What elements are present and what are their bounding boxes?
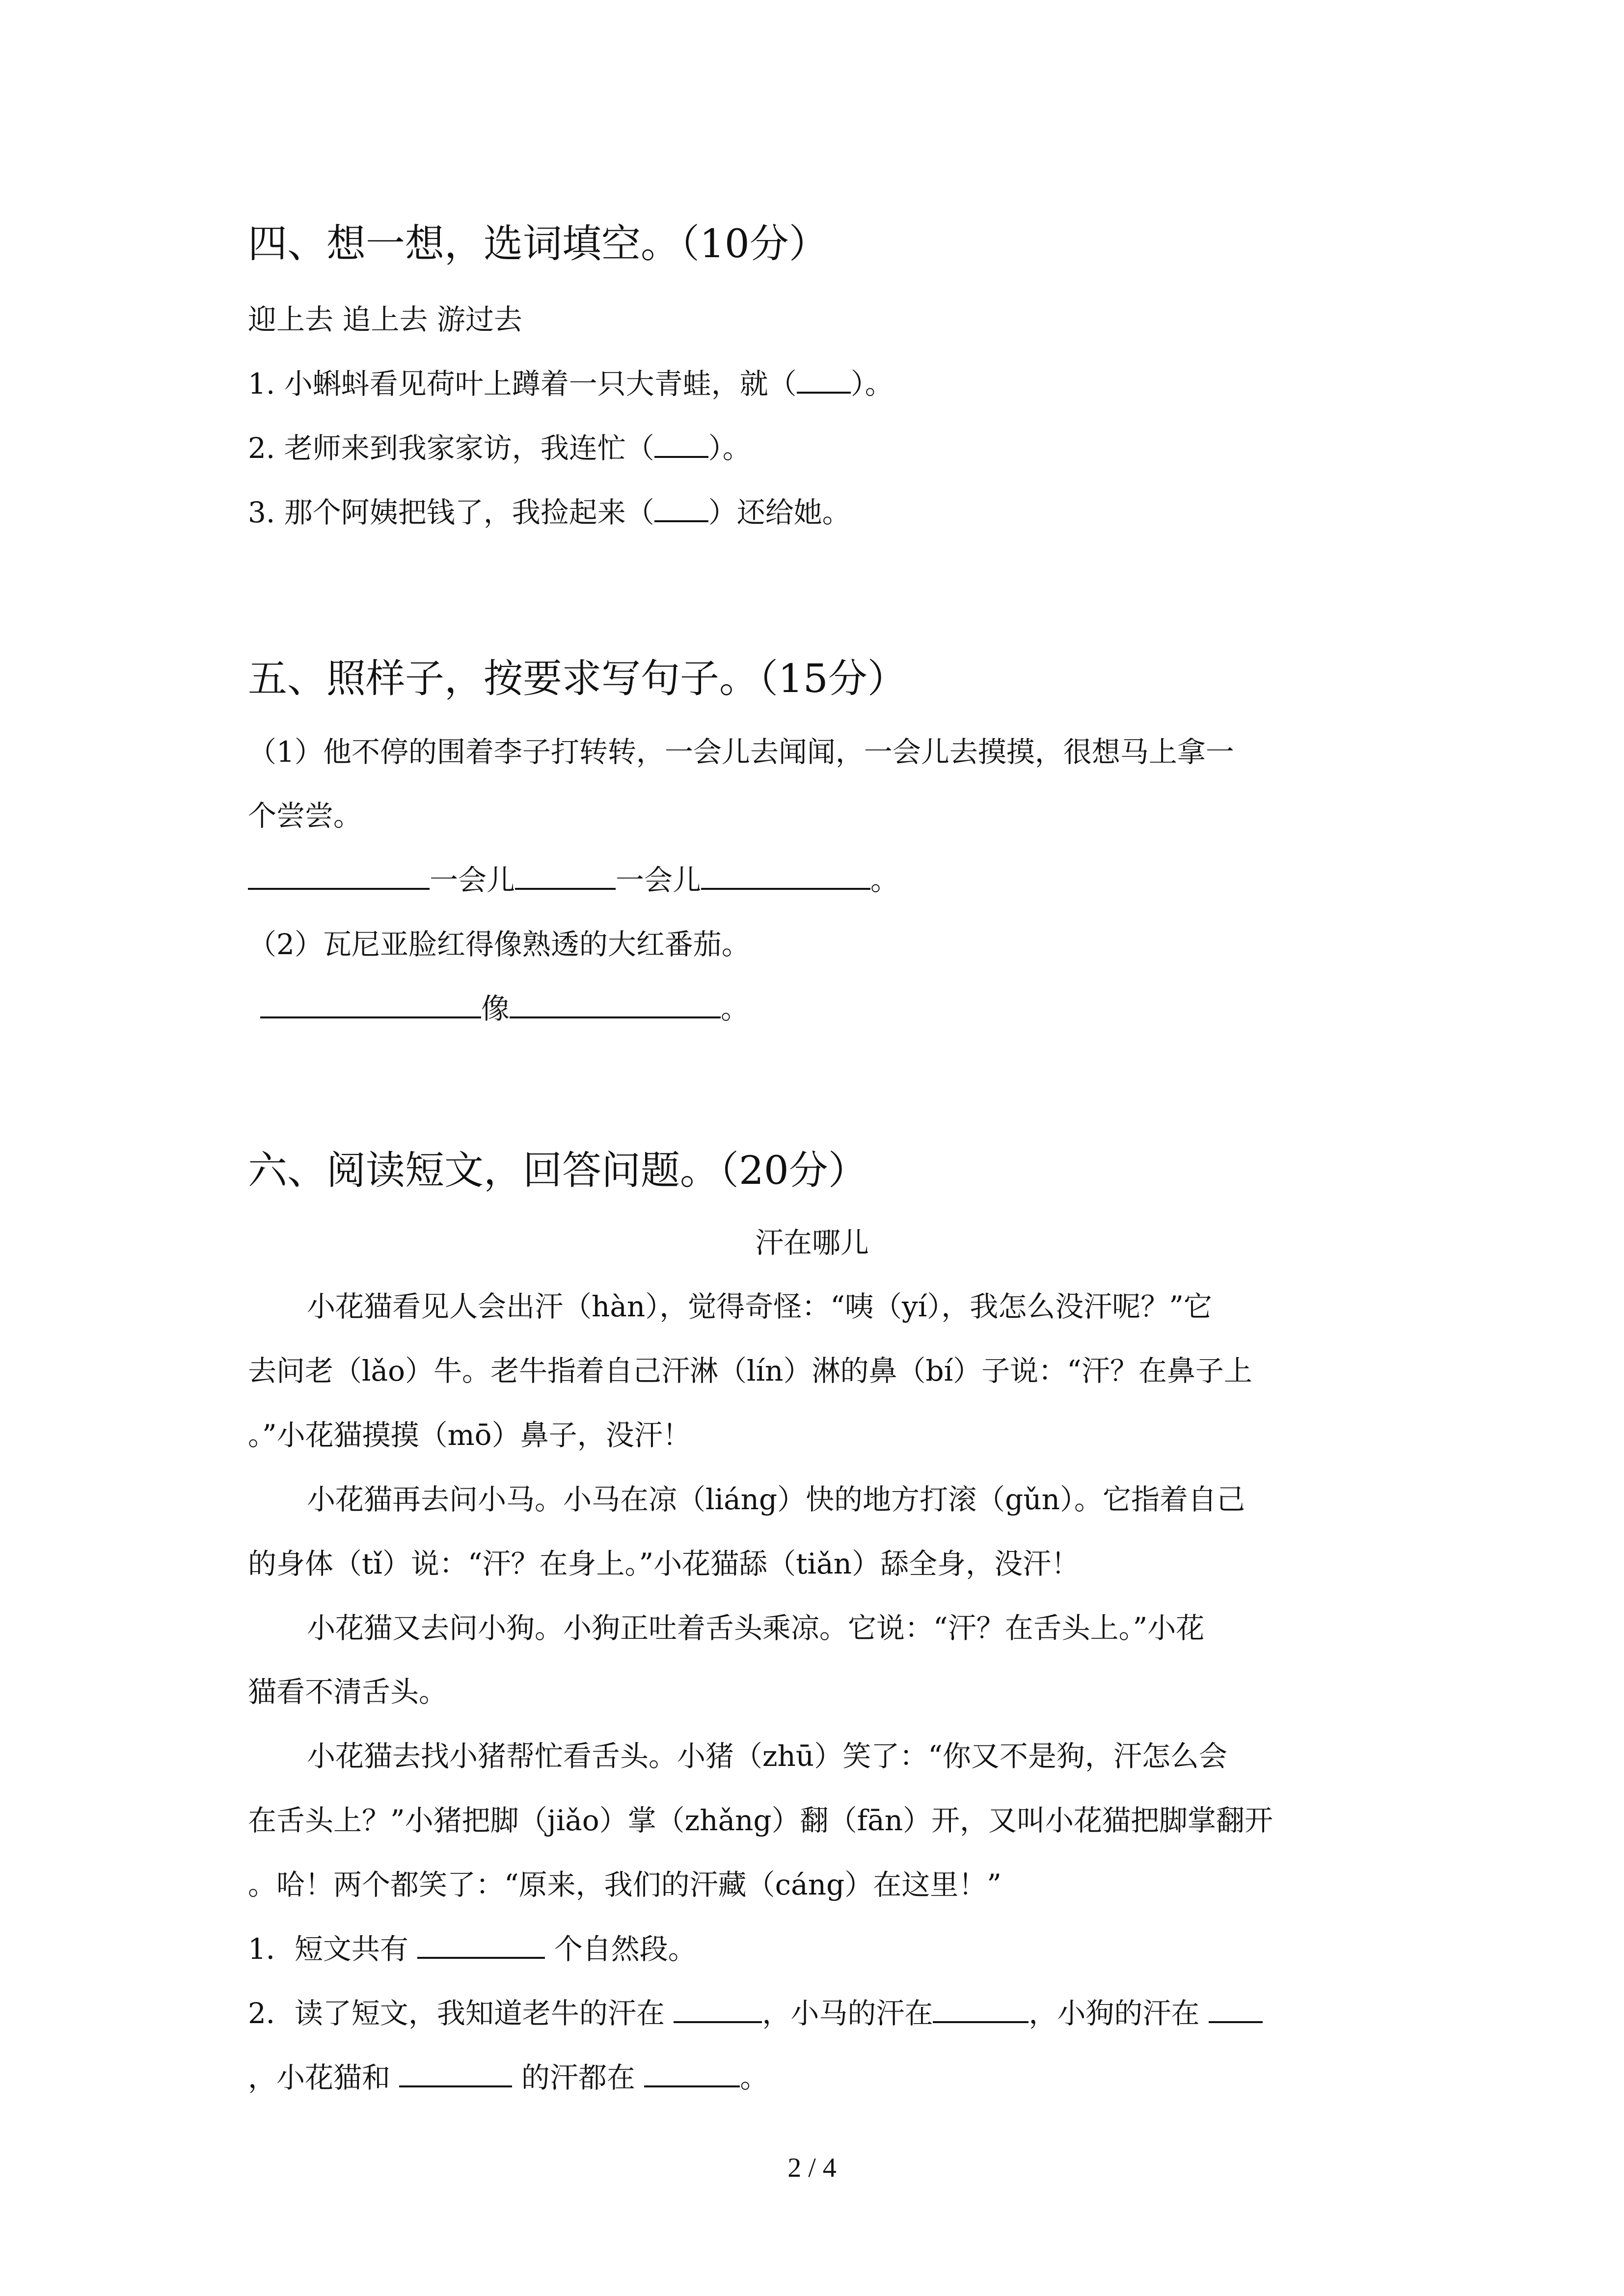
answer-blank[interactable] [654,496,708,522]
fill-sentence-1 [248,857,899,898]
answer-blank[interactable] [701,862,870,890]
question-6-2-text-c: ，小狗的汗在 [1029,1997,1200,2030]
question-6-1-text: 1．短文共有 [248,1932,408,1966]
fill-word-a: 一会儿 [430,863,515,897]
passage-p1-line2: 去问老（lǎo）牛。老牛指着自己汗淋（lín）淋的鼻（bí）子说：“汗？在鼻子上 [248,1354,1252,1388]
question-6-2-line1 [248,1990,1263,2031]
question-6-1 [248,1926,697,1967]
answer-blank[interactable] [674,1996,762,2023]
question-6-2-text-a: 2．读了短文，我知道老牛的汗在 [248,1997,665,2030]
passage-p4-line3: 。哈！两个都笑了：“原来，我们的汗藏（cáng）在这里！” [248,1868,1001,1901]
question-6-2-end: 。 [740,2061,769,2094]
fill-word-b: 一会儿 [616,863,702,897]
passage-p4-line1: 小花猫去找小猪帮忙看舌头。小猪（zhū）笑了：“你又不是狗，汗怎么会 [307,1739,1227,1773]
answer-blank[interactable] [1209,1996,1263,2023]
passage-title: 汗在哪儿 [755,1226,869,1259]
passage-p3-line1: 小花猫又去问小狗。小狗正吐着舌头乘凉。它说：“汗？在舌头上。”小花 [307,1611,1205,1645]
word-options: 迎上去 追上去 游过去 [248,303,522,336]
answer-blank[interactable] [797,367,851,394]
question-4-2 [248,425,751,466]
answer-blank[interactable] [515,862,616,890]
answer-blank[interactable] [510,991,721,1018]
question-6-2-text-e: 的汗都在 [521,2061,635,2094]
section6-heading: 六、阅读短文，回答问题。（20分） [248,1148,867,1193]
question-6-2-line2 [248,2055,768,2096]
section4-heading: 四、想一想，选词填空。（10分） [248,221,828,267]
answer-blank[interactable] [399,2060,512,2087]
answer-blank[interactable] [933,1996,1029,2023]
question-6-2-text-d: ，小花猫和 [248,2061,391,2094]
answer-blank[interactable] [248,862,430,890]
fill-end: 。 [721,992,750,1025]
fill-word-xiang: 像 [481,992,510,1025]
question-4-1-text: 1. 小蝌蚪看见荷叶上蹲着一只大青蛙，就（ [248,367,797,400]
answer-blank[interactable] [654,431,708,458]
question-4-1 [248,361,893,402]
passage-p1-line3: 。”小花猫摸摸（mō）鼻子，没汗！ [248,1418,691,1452]
passage-p1-line1: 小花猫看见人会出汗（hàn），觉得奇怪：“咦（yí），我怎么没汗呢？”它 [307,1290,1212,1323]
example-1-line2: 个尝尝。 [248,799,362,832]
question-4-3-text: 3. 那个阿姨把钱了，我捡起来（ [248,496,654,529]
answer-blank[interactable] [260,991,481,1018]
fill-end: 。 [870,863,899,897]
question-6-1-end: 个自然段。 [554,1932,697,1966]
question-4-3 [248,489,851,531]
passage-p3-line2: 猫看不清舌头。 [248,1675,448,1709]
question-4-3-end: ）还给她。 [708,496,851,529]
fill-sentence-2 [260,986,749,1027]
question-4-1-end: ）。 [850,367,893,400]
question-6-2-text-b: ，小马的汗在 [762,1997,933,2030]
page-number: 2 / 4 [787,2153,837,2183]
passage-p2-line2: 的身体（tǐ）说：“汗？在身上。”小花猫舔（tiǎn）舔全身，没汗！ [248,1547,1080,1580]
question-4-2-end: ）。 [708,431,751,465]
passage-p4-line2: 在舌头上？”小猪把脚（jiǎo）掌（zhǎng）翻（fān）开，又叫小花猫把脚掌翻开 [248,1804,1273,1837]
section5-heading: 五、照样子，按要求写句子。（15分） [248,656,907,701]
question-4-2-text: 2. 老师来到我家家访，我连忙（ [248,431,654,465]
answer-blank[interactable] [644,2060,740,2087]
answer-blank[interactable] [417,1931,545,1959]
example-1-line1: （1）他不停的围着李子打转转，一会儿去闻闻，一会儿去摸摸，很想马上拿一 [248,735,1234,769]
example-2: （2）瓦尼亚脸红得像熟透的大红番茄。 [248,928,750,961]
passage-p2-line1: 小花猫再去问小马。小马在凉（liáng）快的地方打滚（gǔn）。它指着自己 [307,1483,1245,1516]
